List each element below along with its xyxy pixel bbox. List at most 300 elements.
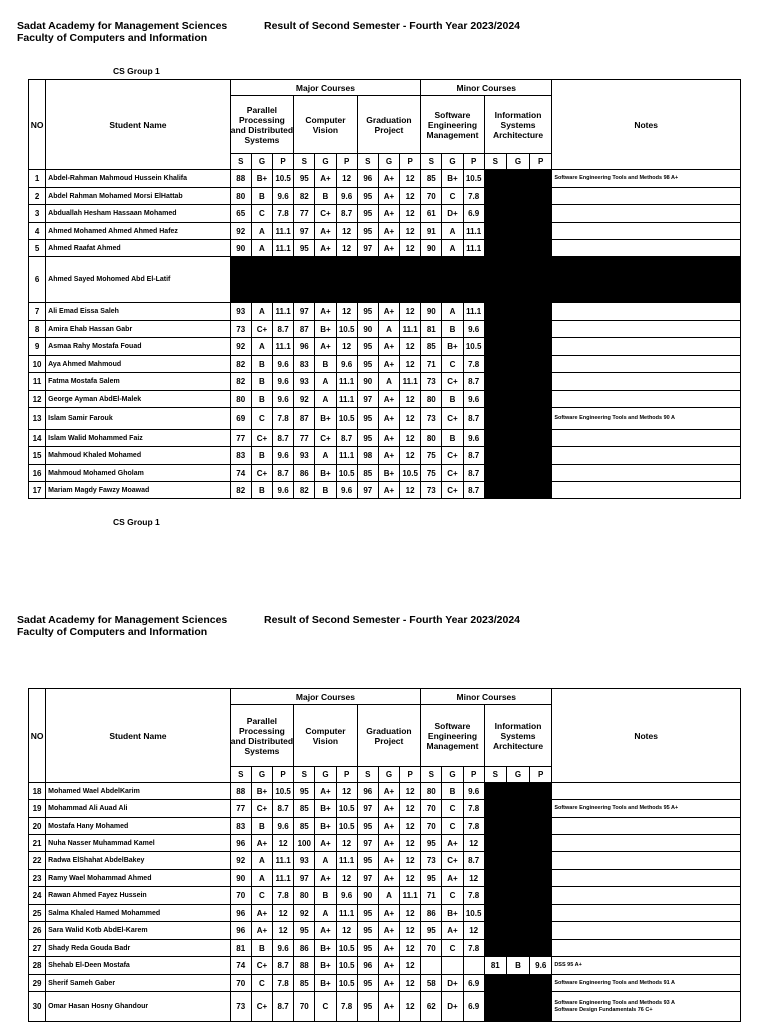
grade-cell: 93 bbox=[294, 852, 315, 870]
grade-cell: A+ bbox=[251, 922, 272, 940]
redacted-cell bbox=[484, 482, 506, 499]
grade-cell: 82 bbox=[230, 373, 251, 391]
grade-cell: A+ bbox=[251, 835, 272, 852]
grade-cell: 12 bbox=[400, 940, 421, 957]
grade-cell: A bbox=[442, 240, 463, 257]
sub-s: S bbox=[294, 767, 315, 783]
row-number: 8 bbox=[29, 321, 46, 338]
grade-cell: 69 bbox=[230, 408, 251, 430]
grade-cell: 12 bbox=[336, 922, 357, 940]
group-label-top: CS Group 1 bbox=[113, 66, 160, 76]
grade-cell: A+ bbox=[442, 922, 463, 940]
grade-cell: B bbox=[442, 391, 463, 408]
grade-cell: A bbox=[251, 852, 272, 870]
grade-cell: 12 bbox=[336, 338, 357, 356]
grade-cell: 77 bbox=[230, 430, 251, 447]
grade-cell: 7.8 bbox=[463, 356, 484, 373]
grade-cell: 73 bbox=[421, 852, 442, 870]
note-cell bbox=[552, 835, 741, 852]
grade-cell: 58 bbox=[421, 975, 442, 992]
grade-cell: 96 bbox=[357, 783, 378, 800]
redacted-cell bbox=[484, 223, 506, 240]
grade-cell: 9.6 bbox=[336, 887, 357, 905]
grade-cell: 9.6 bbox=[273, 356, 294, 373]
redacted-cell bbox=[530, 240, 552, 257]
grade-cell: C+ bbox=[442, 852, 463, 870]
redacted-cell bbox=[530, 465, 552, 482]
grade-cell: B+ bbox=[315, 975, 336, 992]
grade-cell: 12 bbox=[400, 992, 421, 1022]
note-cell bbox=[552, 852, 741, 870]
grade-cell: 7.8 bbox=[463, 800, 484, 818]
grade-cell: B+ bbox=[442, 170, 463, 188]
col-major: Major Courses bbox=[230, 80, 421, 96]
grade-cell: 6.9 bbox=[463, 975, 484, 992]
sub-s: S bbox=[357, 154, 378, 170]
student-name: Mohamed Wael AbdelKarim bbox=[46, 783, 231, 800]
redacted-cell bbox=[484, 992, 506, 1022]
grade-cell: 90 bbox=[421, 303, 442, 321]
grade-cell: 8.7 bbox=[273, 800, 294, 818]
grade-cell: A+ bbox=[378, 800, 399, 818]
grade-cell: 92 bbox=[294, 391, 315, 408]
grade-cell: 10.5 bbox=[273, 170, 294, 188]
grade-cell: B+ bbox=[315, 957, 336, 975]
grade-cell: 81 bbox=[230, 940, 251, 957]
table-row bbox=[29, 205, 741, 223]
note-cell bbox=[552, 800, 741, 818]
grade-cell: 9.6 bbox=[463, 321, 484, 338]
table-row bbox=[29, 240, 741, 257]
grade-cell: A+ bbox=[378, 975, 399, 992]
redacted-cell bbox=[506, 852, 529, 870]
course-isa: Information Systems Architecture bbox=[484, 96, 552, 154]
grade-cell: 9.6 bbox=[336, 482, 357, 499]
grade-cell: 10.5 bbox=[336, 321, 357, 338]
redacted-cell bbox=[530, 170, 552, 188]
student-name: Rawan Ahmed Fayez Hussein bbox=[46, 887, 231, 905]
redacted-cell bbox=[506, 223, 529, 240]
col-student-name: Student Name bbox=[46, 689, 231, 783]
redacted-cell bbox=[530, 188, 552, 205]
table-row bbox=[29, 482, 741, 499]
grade-cell: 85 bbox=[294, 818, 315, 835]
grade-cell: 92 bbox=[230, 223, 251, 240]
grade-cell: 98 bbox=[357, 447, 378, 465]
grade-cell: C+ bbox=[251, 957, 272, 975]
grade-cell: 62 bbox=[421, 992, 442, 1022]
grade-cell: A+ bbox=[378, 905, 399, 922]
grade-cell: 8.7 bbox=[273, 992, 294, 1022]
note-cell bbox=[552, 430, 741, 447]
grade-cell: 12 bbox=[336, 303, 357, 321]
grade-cell: 9.6 bbox=[463, 430, 484, 447]
grade-cell: B+ bbox=[442, 338, 463, 356]
student-name: Sara Walid Kotb AbdEl-Karem bbox=[46, 922, 231, 940]
grade-cell: 8.7 bbox=[463, 465, 484, 482]
grade-cell: A+ bbox=[378, 240, 399, 257]
grade-cell: 95 bbox=[357, 408, 378, 430]
grade-cell: 7.8 bbox=[463, 188, 484, 205]
grade-cell: A bbox=[251, 240, 272, 257]
grade-cell: A bbox=[378, 373, 399, 391]
grade-cell: 8.7 bbox=[463, 373, 484, 391]
table-row bbox=[29, 818, 741, 835]
note-text: Software Engineering Tools and Methods 98 A+ bbox=[554, 175, 679, 182]
sub-g: G bbox=[378, 767, 399, 783]
grade-cell: 8.7 bbox=[273, 465, 294, 482]
row-number: 15 bbox=[29, 447, 46, 465]
grade-cell: B bbox=[251, 447, 272, 465]
grade-cell: 73 bbox=[421, 408, 442, 430]
grade-cell: 74 bbox=[230, 957, 251, 975]
grade-cell: 10.5 bbox=[336, 940, 357, 957]
student-name: Ahmed Mohamed Ahmed Ahmed Hafez bbox=[46, 223, 231, 240]
grade-cell: 8.7 bbox=[463, 447, 484, 465]
grade-cell: 96 bbox=[357, 957, 378, 975]
grade-cell: C bbox=[442, 188, 463, 205]
grade-cell: C+ bbox=[251, 321, 272, 338]
note-cell bbox=[552, 992, 741, 1022]
grade-cell: 12 bbox=[273, 835, 294, 852]
redacted-cell bbox=[530, 373, 552, 391]
grade-cell: 9.6 bbox=[463, 391, 484, 408]
grade-cell: 12 bbox=[336, 835, 357, 852]
grade-cell: 95 bbox=[357, 356, 378, 373]
student-name: Aya Ahmed Mahmoud bbox=[46, 356, 231, 373]
note-cell bbox=[552, 338, 741, 356]
grade-cell: 97 bbox=[294, 303, 315, 321]
table-row bbox=[29, 447, 741, 465]
grade-cell: 95 bbox=[357, 992, 378, 1022]
grade-cell: 95 bbox=[357, 303, 378, 321]
note-cell bbox=[552, 303, 741, 321]
grade-cell: 8.7 bbox=[336, 430, 357, 447]
table-row bbox=[29, 338, 741, 356]
grade-cell: B+ bbox=[251, 783, 272, 800]
grade-cell: 92 bbox=[230, 852, 251, 870]
redacted-cell bbox=[506, 408, 529, 430]
redacted-cell bbox=[530, 870, 552, 887]
redacted-cell bbox=[530, 356, 552, 373]
grade-cell: 74 bbox=[230, 465, 251, 482]
table-row bbox=[29, 957, 741, 975]
grade-cell: 8.7 bbox=[273, 321, 294, 338]
note-cell bbox=[552, 240, 741, 257]
grade-cell: A+ bbox=[378, 170, 399, 188]
grade-cell: A+ bbox=[378, 303, 399, 321]
redacted-cell bbox=[484, 170, 506, 188]
sub-s: S bbox=[484, 767, 506, 783]
row-number: 30 bbox=[29, 992, 46, 1022]
table-row bbox=[29, 800, 741, 818]
grade-cell: 8.7 bbox=[463, 482, 484, 499]
table-row bbox=[29, 887, 741, 905]
row-number: 14 bbox=[29, 430, 46, 447]
grade-cell: C bbox=[442, 940, 463, 957]
grade-cell: 82 bbox=[230, 482, 251, 499]
redacted-cell bbox=[484, 408, 506, 430]
note-cell bbox=[552, 887, 741, 905]
redacted-cell bbox=[506, 887, 529, 905]
faculty-title: Faculty of Computers and Information bbox=[17, 32, 208, 44]
grade-cell: B bbox=[315, 188, 336, 205]
redacted-cell bbox=[484, 975, 506, 992]
grade-cell: 65 bbox=[230, 205, 251, 223]
grade-cell: 90 bbox=[357, 321, 378, 338]
grade-cell: 88 bbox=[230, 170, 251, 188]
redacted-cell bbox=[484, 321, 506, 338]
grade-cell: B+ bbox=[315, 800, 336, 818]
grade-cell: D+ bbox=[442, 975, 463, 992]
grade-cell: 12 bbox=[336, 783, 357, 800]
course-graduation: Graduation Project bbox=[357, 705, 421, 767]
grade-cell: B+ bbox=[251, 170, 272, 188]
grade-cell: 93 bbox=[230, 303, 251, 321]
grade-cell: D+ bbox=[442, 205, 463, 223]
grade-cell: 12 bbox=[400, 975, 421, 992]
grade-cell: 9.6 bbox=[273, 391, 294, 408]
grade-cell: A bbox=[251, 303, 272, 321]
sub-p: P bbox=[273, 767, 294, 783]
grade-cell: 12 bbox=[400, 356, 421, 373]
grade-cell: 11.1 bbox=[336, 852, 357, 870]
grade-cell: 7.8 bbox=[463, 887, 484, 905]
grade-cell: A+ bbox=[378, 957, 399, 975]
grade-cell: C+ bbox=[442, 482, 463, 499]
grade-cell: C bbox=[442, 818, 463, 835]
redacted-cell bbox=[530, 430, 552, 447]
col-no: NO bbox=[29, 80, 46, 170]
grade-cell: A bbox=[251, 870, 272, 887]
redacted-cell bbox=[530, 391, 552, 408]
col-student-name: Student Name bbox=[46, 80, 231, 170]
table-row bbox=[29, 373, 741, 391]
grade-cell: 73 bbox=[421, 373, 442, 391]
sub-p: P bbox=[400, 154, 421, 170]
grade-cell: 11.1 bbox=[463, 303, 484, 321]
grade-cell: C+ bbox=[315, 205, 336, 223]
grade-cell: B+ bbox=[378, 465, 399, 482]
grade-cell: 8.7 bbox=[463, 408, 484, 430]
redacted-cell bbox=[506, 170, 529, 188]
grade-cell: 97 bbox=[357, 835, 378, 852]
grade-cell: 12 bbox=[400, 303, 421, 321]
redacted-cell bbox=[506, 975, 529, 992]
table-row bbox=[29, 905, 741, 922]
redacted-cell bbox=[506, 818, 529, 835]
grade-cell: A+ bbox=[378, 430, 399, 447]
grade-cell: A+ bbox=[378, 447, 399, 465]
grade-cell: 90 bbox=[230, 870, 251, 887]
student-name: Amira Ehab Hassan Gabr bbox=[46, 321, 231, 338]
row-number: 18 bbox=[29, 783, 46, 800]
grade-cell: 95 bbox=[357, 205, 378, 223]
grade-cell: A+ bbox=[315, 338, 336, 356]
col-minor: Minor Courses bbox=[421, 689, 552, 705]
grade-cell: 9.6 bbox=[273, 482, 294, 499]
redacted-cell bbox=[484, 373, 506, 391]
grade-cell: 12 bbox=[336, 870, 357, 887]
grade-cell: A+ bbox=[378, 818, 399, 835]
grade-cell: 11.1 bbox=[463, 223, 484, 240]
student-name: Fatma Mostafa Salem bbox=[46, 373, 231, 391]
grade-cell: 12 bbox=[400, 170, 421, 188]
grade-cell: A+ bbox=[315, 783, 336, 800]
grade-cell: 91 bbox=[421, 223, 442, 240]
grade-cell: 83 bbox=[230, 818, 251, 835]
sub-p: P bbox=[530, 154, 552, 170]
grade-cell: C bbox=[251, 887, 272, 905]
sub-g: G bbox=[442, 154, 463, 170]
redacted-cell bbox=[484, 356, 506, 373]
grade-cell: 86 bbox=[294, 940, 315, 957]
grade-cell: 12 bbox=[400, 783, 421, 800]
grade-cell: 90 bbox=[357, 373, 378, 391]
redacted-cell bbox=[484, 447, 506, 465]
student-name: Mohammad Ali Auad Ali bbox=[46, 800, 231, 818]
grade-cell: A+ bbox=[442, 870, 463, 887]
grade-cell: B bbox=[315, 356, 336, 373]
results-table-2 bbox=[28, 688, 741, 1022]
redacted-cell bbox=[530, 303, 552, 321]
student-name: Ahmed Raafat Ahmed bbox=[46, 240, 231, 257]
grade-cell: B+ bbox=[315, 321, 336, 338]
note-cell bbox=[552, 391, 741, 408]
redacted-cell bbox=[506, 321, 529, 338]
row-number: 20 bbox=[29, 818, 46, 835]
student-name: Abduallah Hesham Hassaan Mohamed bbox=[46, 205, 231, 223]
course-parallel: Parallel Processing and Distributed Systems bbox=[230, 705, 294, 767]
grade-cell: A bbox=[315, 447, 336, 465]
redacted-cell bbox=[506, 240, 529, 257]
grade-cell: 12 bbox=[400, 240, 421, 257]
grade-cell: 8.7 bbox=[273, 430, 294, 447]
grade-cell: 97 bbox=[357, 870, 378, 887]
note-cell bbox=[552, 957, 741, 975]
student-name: Abdel Rahman Mohamed Morsi ElHattab bbox=[46, 188, 231, 205]
grade-cell: 7.8 bbox=[273, 975, 294, 992]
sub-s: S bbox=[421, 154, 442, 170]
note-cell bbox=[552, 408, 741, 430]
grade-cell: C+ bbox=[251, 992, 272, 1022]
grade-cell: 73 bbox=[230, 321, 251, 338]
grade-cell: 9.6 bbox=[530, 957, 552, 975]
sub-g: G bbox=[506, 154, 529, 170]
redacted-cell bbox=[506, 835, 529, 852]
grade-cell: 12 bbox=[400, 800, 421, 818]
grade-cell: B+ bbox=[315, 940, 336, 957]
grade-cell: A bbox=[251, 338, 272, 356]
grade-cell: 90 bbox=[421, 240, 442, 257]
row-number: 2 bbox=[29, 188, 46, 205]
table-row bbox=[29, 223, 741, 240]
grade-cell: 81 bbox=[421, 321, 442, 338]
grade-cell: 70 bbox=[294, 992, 315, 1022]
grade-cell: 7.8 bbox=[273, 408, 294, 430]
row-number: 5 bbox=[29, 240, 46, 257]
grade-cell: 11.1 bbox=[336, 447, 357, 465]
grade-cell: A+ bbox=[315, 303, 336, 321]
grade-cell: 10.5 bbox=[273, 783, 294, 800]
row-number: 9 bbox=[29, 338, 46, 356]
sub-g: G bbox=[378, 154, 399, 170]
table-row bbox=[29, 940, 741, 957]
grade-cell: 95 bbox=[421, 835, 442, 852]
grade-cell bbox=[421, 957, 442, 975]
course-parallel: Parallel Processing and Distributed Systems bbox=[230, 96, 294, 154]
grade-cell: 95 bbox=[294, 922, 315, 940]
student-name: Shehab El-Deen Mostafa bbox=[46, 957, 231, 975]
redacted-cell bbox=[530, 205, 552, 223]
redacted-cell bbox=[530, 922, 552, 940]
grade-cell: 11.1 bbox=[463, 240, 484, 257]
redacted-cell bbox=[530, 800, 552, 818]
redacted-cell bbox=[506, 188, 529, 205]
course-sem: Software Engineering Management bbox=[421, 96, 485, 154]
grade-cell: 12 bbox=[273, 922, 294, 940]
grade-cell: A+ bbox=[378, 188, 399, 205]
grade-cell: 7.8 bbox=[336, 992, 357, 1022]
redacted-cell bbox=[506, 940, 529, 957]
redacted-cell bbox=[530, 818, 552, 835]
redacted-cell bbox=[484, 922, 506, 940]
grade-cell: 95 bbox=[294, 170, 315, 188]
grade-cell: 10.5 bbox=[463, 905, 484, 922]
grade-cell: 10.5 bbox=[463, 170, 484, 188]
grade-cell: A+ bbox=[315, 170, 336, 188]
redacted-cell bbox=[506, 356, 529, 373]
note-cell bbox=[552, 321, 741, 338]
grade-cell: 80 bbox=[421, 783, 442, 800]
grade-cell: 77 bbox=[294, 205, 315, 223]
grade-cell: 12 bbox=[400, 852, 421, 870]
grade-cell: 96 bbox=[357, 170, 378, 188]
grade-cell: 73 bbox=[230, 992, 251, 1022]
grade-cell: 95 bbox=[357, 940, 378, 957]
redacted-cell bbox=[506, 447, 529, 465]
table-row bbox=[29, 321, 741, 338]
grade-cell: B bbox=[442, 321, 463, 338]
row-number: 24 bbox=[29, 887, 46, 905]
grade-cell: A+ bbox=[315, 835, 336, 852]
redacted-cell bbox=[530, 852, 552, 870]
grade-cell: 11.1 bbox=[336, 905, 357, 922]
grade-cell: B bbox=[251, 391, 272, 408]
grade-cell: B bbox=[251, 482, 272, 499]
grade-cell: 12 bbox=[336, 223, 357, 240]
grade-cell: 71 bbox=[421, 356, 442, 373]
row-number: 6 bbox=[29, 257, 46, 303]
grade-cell: 9.6 bbox=[273, 940, 294, 957]
grade-cell: A+ bbox=[378, 940, 399, 957]
row-number: 21 bbox=[29, 835, 46, 852]
grade-cell: A bbox=[378, 321, 399, 338]
redacted-cell bbox=[506, 783, 529, 800]
grade-cell: 7.8 bbox=[273, 205, 294, 223]
row-number: 19 bbox=[29, 800, 46, 818]
sub-g: G bbox=[442, 767, 463, 783]
grade-cell: 86 bbox=[421, 905, 442, 922]
redacted-cell bbox=[484, 430, 506, 447]
grade-cell: C bbox=[251, 975, 272, 992]
grade-cell: A bbox=[315, 905, 336, 922]
sub-s: S bbox=[484, 154, 506, 170]
redacted-cell bbox=[530, 408, 552, 430]
grade-cell: C+ bbox=[442, 373, 463, 391]
row-number: 3 bbox=[29, 205, 46, 223]
grade-cell: A+ bbox=[251, 905, 272, 922]
